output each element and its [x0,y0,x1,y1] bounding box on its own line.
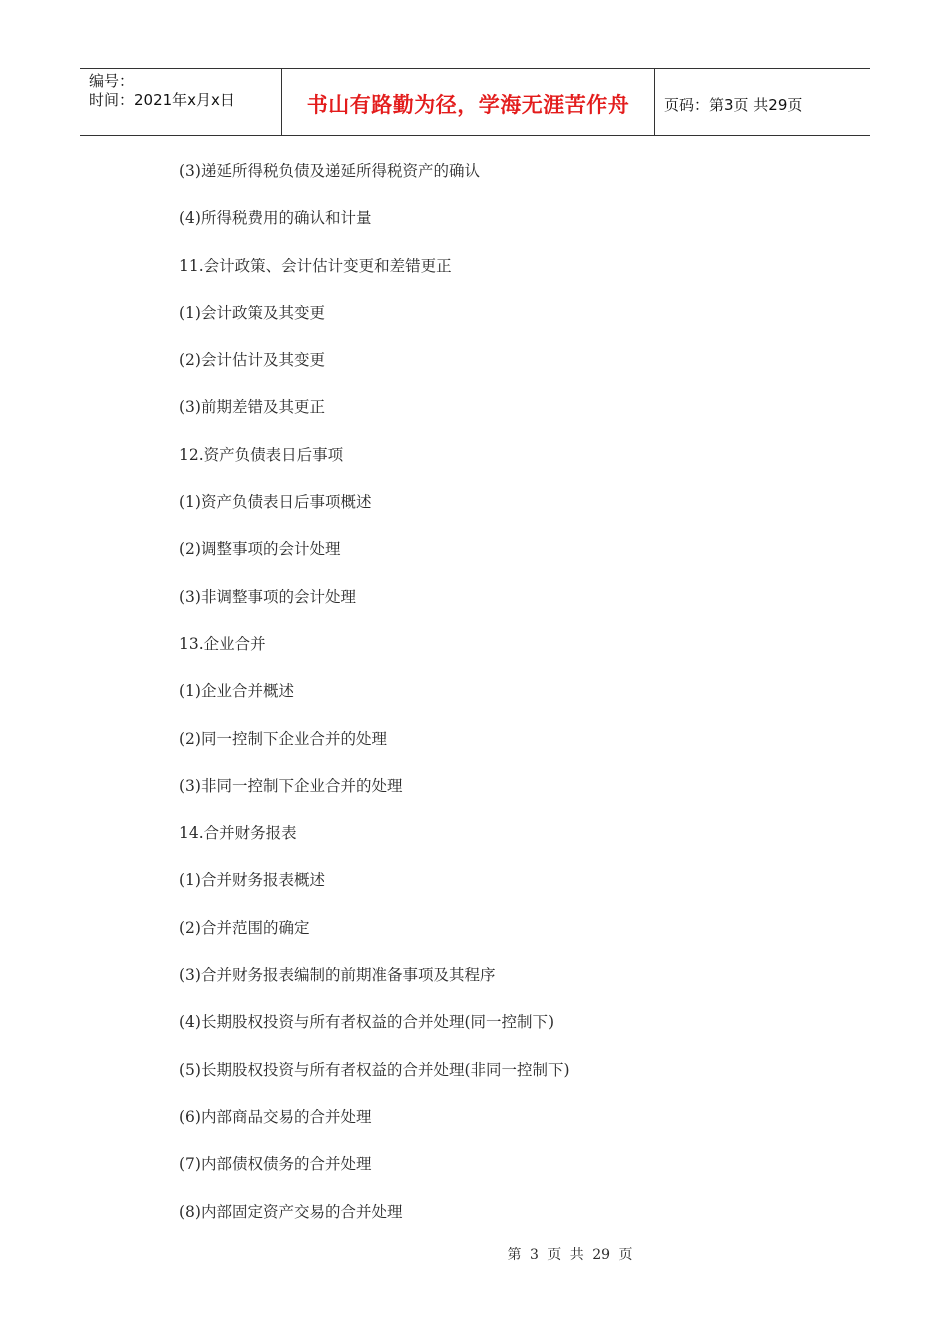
header-motto: 书山有路勤为径，学海无涯苦作舟 [282,69,655,135]
outline-item: (7)内部债权债务的合并处理 [179,1155,372,1174]
document-number-label: 编号： [89,72,135,90]
document-body [179,156,859,1244]
outline-item: (6)内部商品交易的合并处理 [179,1107,372,1126]
outline-item: (2)同一控制下企业合并的处理 [179,729,387,748]
outline-item: (3)非调整事项的会计处理 [179,587,356,606]
outline-item: (1)企业合并概述 [179,682,294,701]
section-heading: 14.合并财务报表 [179,824,297,843]
outline-item: (2)调整事项的会计处理 [179,540,341,559]
outline-item: (1)会计政策及其变更 [179,303,325,322]
outline-item: (3)合并财务报表编制的前期准备事项及其程序 [179,966,496,985]
outline-item: (8)内部固定资产交易的合并处理 [179,1202,403,1221]
section-heading: 11.会计政策、会计估计变更和差错更正 [179,256,452,275]
outline-item: (3)非同一控制下企业合并的处理 [179,776,403,795]
document-header [80,68,870,136]
outline-item: (2)合并范围的确定 [179,918,310,937]
header-page-info: 页码：第3页 共29页 [664,95,803,114]
header-meta [80,69,282,135]
page-footer: 第 3 页 共 29 页 [507,1247,633,1263]
document-date-label: 时间：2021年x月x日 [89,91,235,109]
section-heading: 13.企业合并 [179,634,266,653]
outline-item: (1)资产负债表日后事项概述 [179,493,372,512]
outline-item: (3)递延所得税负债及递延所得税资产的确认 [179,162,480,180]
outline-item: (5)长期股权投资与所有者权益的合并处理(非同一控制下) [179,1060,570,1079]
outline-item: (2)会计估计及其变更 [179,351,325,370]
outline-item: (1)合并财务报表概述 [179,871,325,890]
outline-item: (3)前期差错及其更正 [179,398,325,417]
outline-item: (4)长期股权投资与所有者权益的合并处理(同一控制下) [179,1013,555,1032]
section-heading: 12.资产负债表日后事项 [179,445,344,464]
outline-item: (4)所得税费用的确认和计量 [179,209,372,228]
